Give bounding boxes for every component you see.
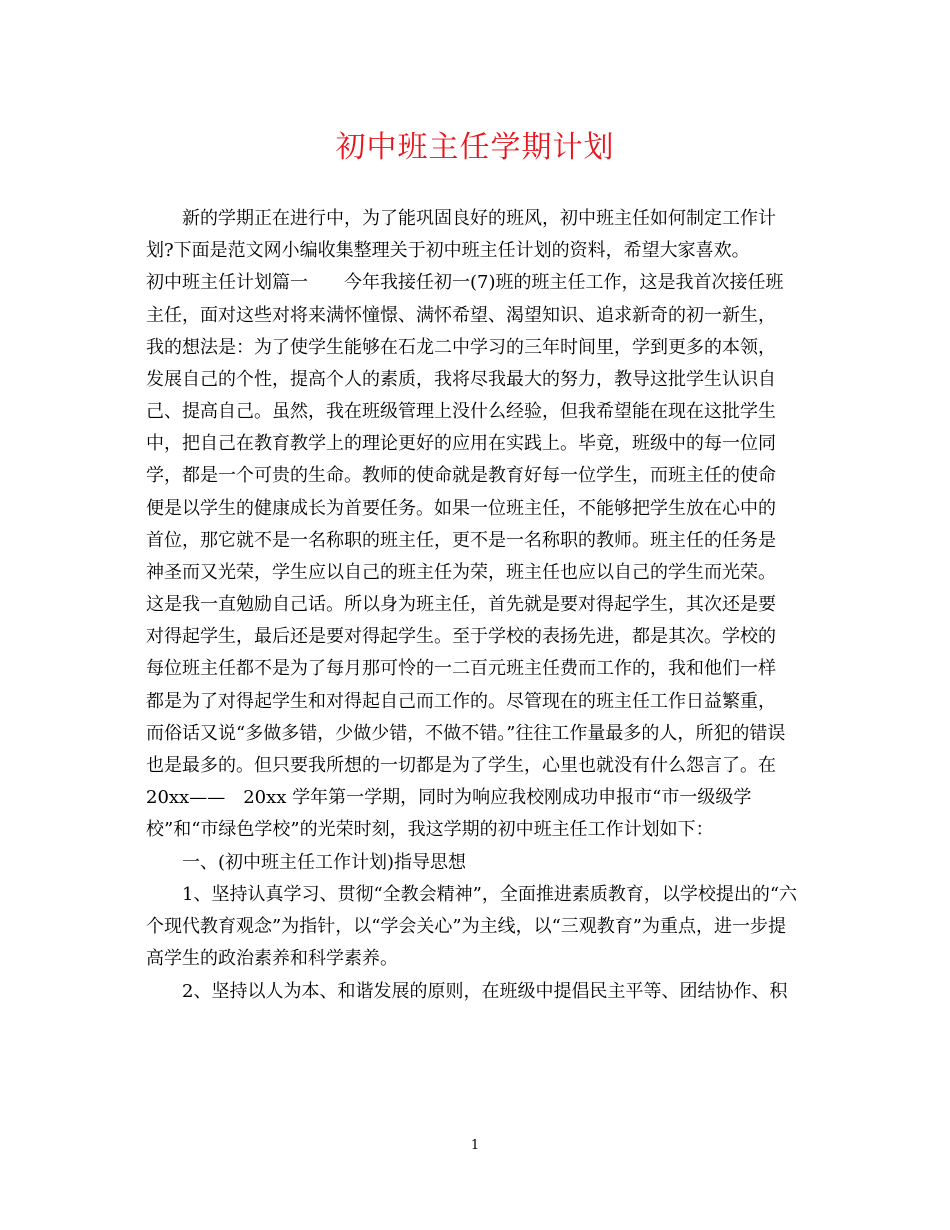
text-line: 都是为了对得起学生和对得起自己而工作的。尽管现在的班主任工作日益繁重， [146, 691, 776, 712]
text-line: 这是我一直勉励自己话。所以身为班主任，首先就是要对得起学生，其次还是要 [146, 594, 776, 615]
text-line: 首位，那它就不是一名称职的班主任，更不是一名称职的教师。班主任的任务是 [146, 530, 776, 551]
text-line: 对得起学生，最后还是要对得起学生。至于学校的表扬先进，都是其次。学校的 [146, 626, 776, 647]
text-line: 1、坚持认真学习、贯彻“全教会精神”，全面推进素质教育，以学校提出的“六 [146, 884, 798, 905]
text-line: 校”和“市绿色学校”的光荣时刻，我这学期的初中班主任工作计划如下： [146, 819, 714, 840]
text-line: 神圣而又光荣，学生应以自己的班主任为荣，班主任也应以自己的学生而光荣。 [146, 562, 776, 583]
page-number: 1 [470, 1138, 480, 1153]
text-line: 而俗话又说“多做多错，少做少错，不做不错。”往往工作量最多的人，所犯的错误 [146, 723, 786, 744]
text-line: 每位班主任都不是为了每月那可怜的一二百元班主任费而工作的，我和他们一样 [146, 658, 776, 679]
text-line: 个现代教育观念”为指针，以“学会关心”为主线，以“三观教育”为重点，进一步提 [146, 916, 787, 937]
text-line: 也是最多的。但只要我所想的一切都是为了学生，心里也就没有什么怨言了。在 [146, 755, 776, 776]
text-line: 中，把自己在教育教学上的理论更好的应用在实践上。毕竟，班级中的每一位同 [146, 433, 776, 454]
text-line: 学，都是一个可贵的生命。教师的使命就是教育好每一位学生，而班主任的使命 [146, 465, 776, 486]
text-line: 高学生的政治素养和科学素养。 [146, 948, 398, 969]
text-line: 20xx—— 20xx 学年第一学期，同时为响应我校刚成功申报市“市一级级学 [146, 787, 752, 808]
text-line: 便是以学生的健康成长为首要任务。如果一位班主任，不能够把学生放在心中的 [146, 498, 776, 519]
text-line: 己、提高自己。虽然，我在班级管理上没什么经验，但我希望能在现在这批学生 [146, 401, 776, 422]
text-line: 一、(初中班主任工作计划)指导思想 [146, 852, 467, 873]
document-title: 初中班主任学期计划 [335, 130, 615, 165]
text-line: 初中班主任计划篇一 今年我接任初一(7)班的班主任工作，这是我首次接任班 [146, 272, 784, 293]
text-line: 划?下面是范文网小编收集整理关于初中班主任计划的资料，希望大家喜欢。 [146, 240, 750, 261]
text-line: 发展自己的个性，提高个人的素质，我将尽我最大的努力，教导这批学生认识自 [146, 369, 776, 390]
text-line: 2、坚持以人为本、和谐发展的原则，在班级中提倡民主平等、团结协作、积 [146, 981, 788, 1002]
text-line: 主任，面对这些对将来满怀憧憬、满怀希望、渴望知识、追求新奇的初一新生， [146, 305, 776, 326]
text-line: 我的想法是：为了使学生能够在石龙二中学习的三年时间里，学到更多的本领， [146, 337, 776, 358]
text-line: 新的学期正在进行中，为了能巩固良好的班风，初中班主任如何制定工作计 [146, 208, 776, 229]
